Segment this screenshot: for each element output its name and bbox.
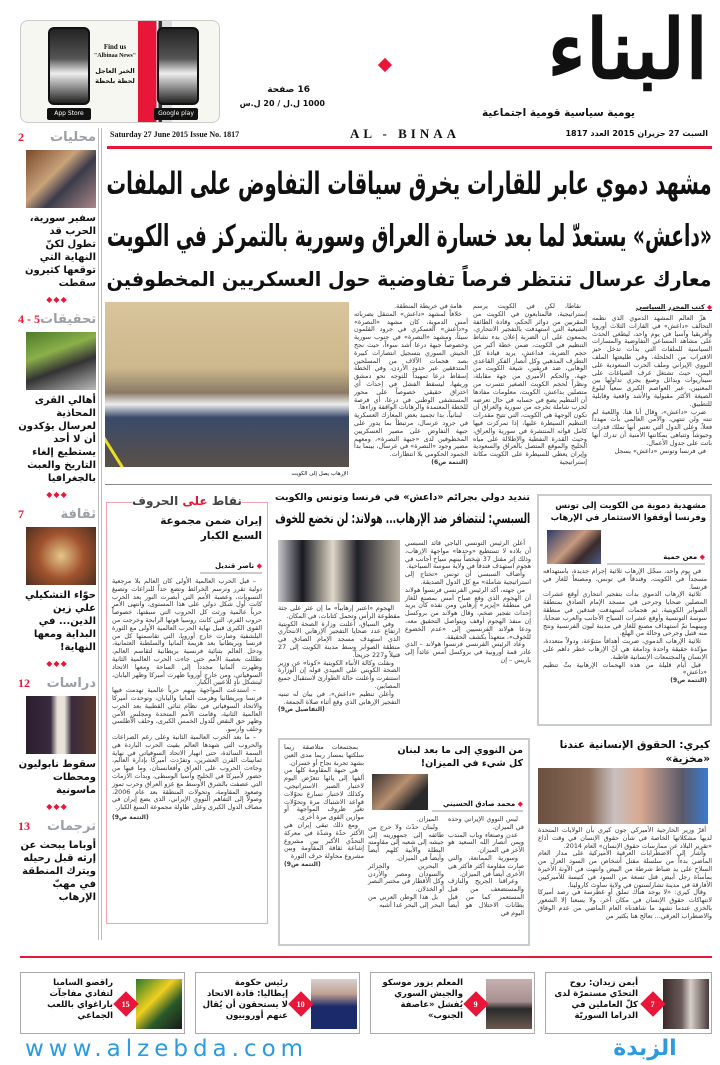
center-kicker[interactable]: تنديد دولي بجرائم «داعش» في فرنسا وتونس والكويت xyxy=(274,492,530,503)
watermark-url: www.alzebda.com xyxy=(25,1036,309,1062)
section-studies[interactable] xyxy=(18,674,96,692)
paragraph: هي جبهة المقاومة كلها من ألفها إلى يائها تتعرّض اليوم لاختبار الصبر الاستراتيجي، وكذلك لاختبار تسارع تحوّلات قواعد الاشتباك مرة وتحوّلات تغيّر ظروف المواجهة أو موازين القوى مرة أخرى. xyxy=(284,766,364,822)
lead-photo-caption: الإرهاب يصل إلى الكويت xyxy=(291,471,348,477)
continued-link[interactable]: (التتمة ص9) xyxy=(670,677,707,685)
column-body xyxy=(112,578,262,822)
lead-column-1 xyxy=(592,315,712,480)
section-translations[interactable] xyxy=(18,817,96,835)
header-rule xyxy=(107,146,712,149)
section-label: ثقافة xyxy=(60,506,96,522)
lower-column-right xyxy=(448,816,524,917)
teaser-zeidan[interactable] xyxy=(545,972,712,1034)
column-author: ◆ ناصر قنديل xyxy=(200,562,262,574)
paragraph: ضرب «داعش»، وقال أنا هنا، واللعبة لم تنته ولن تنتهي، والأمن العالمي بات مهدداً فعلاً، وعلى الدول التي تعتبر أنها تملك قدرات وجيوشاً وتتباهى بمكانتها الأمنية أن تدرك أنها باتت على جدول الأعمال. xyxy=(592,407,712,447)
sidebar-headline[interactable]: حوّاء التشكيلي علي زين الدين... في البداية ومعها النهاية! xyxy=(24,590,96,653)
watermark-logo: الزبدة xyxy=(613,1036,677,1061)
paragraph: ونقلت وكالة الأنباء الكويتية «كونا» عن وزير الصحة الكويتي علي العبيدي قوله إن الوزارة استنفرت وأعلنت حالة الطوارئ لاستقبال جميع المصابين. xyxy=(278,658,400,690)
section-culture[interactable] xyxy=(18,505,96,523)
kerry-photo xyxy=(538,768,708,824)
sidebar-headline[interactable]: أوباما يبحث عن إرثه قبل رحيله ويترك المنطقة في مهبّ الإرهاب xyxy=(20,840,96,903)
lead-column-2 xyxy=(473,303,587,480)
continued-link[interactable]: (التتمة ص9) xyxy=(284,860,321,868)
paragraph: بمجتمعات متلاصقة ربما سلكتها بمسار ربما مدى العين بشهد تجربة نجاح أو خسران. xyxy=(284,743,364,767)
paragraph: وأعلن تنظيم «داعش»، في بيان له تبنيه التفجير الإرهابي الذي وقع أثناء صلاة الجمعة. xyxy=(278,689,400,706)
footer-rule xyxy=(20,956,712,958)
paragraph: ثلاثية الإرهاب الدموي، ضربت أهدافاً متنوّعة، ودولاً متعددة، مؤكدة حقيقة واحدة ودامغة هي أنّ الإرهاب خطر داهم على الإنسان والمجتمعات الإنسانية قاطبة. xyxy=(543,637,707,661)
section-local[interactable] xyxy=(18,128,96,146)
police-tape xyxy=(105,423,176,467)
ad-line1: الخبر العاجل xyxy=(95,67,135,75)
teaser-headline: رئيس حكومة إيطاليا: قادة الاتحاد لا يستحقون أن يُقال عنهم أوروبيون xyxy=(202,978,288,1021)
paragraph: ومع ذلك تبقى إيران هي الأكثر حدّة وشدّة في معركة التحدّي الأكبر بين مشروع إشاعة ثقافة المقاومة وبين مشروع محاولة حرف الثورة xyxy=(284,820,364,861)
section-page: 13 xyxy=(18,818,30,833)
latin-name: AL - BINAA xyxy=(349,126,461,141)
center-column-mid-left xyxy=(278,605,400,714)
page-badge: 10 xyxy=(288,991,313,1016)
title-part: نقاط xyxy=(211,494,242,508)
lower-column-mid xyxy=(368,816,444,910)
paragraph: لبنانياً، بدا تجميد بعض المعارك العسكرية في جرود عرسال، مرتبطاً بما يدور على جبهة التفاوض على مصير العسكريين المخطوفين لدى «جبهة النصرة»، ومعهم مصير وجود «النصرة» في عرسال، بينما بدا الجمود الحكومي بلا انتظارات. xyxy=(354,411,468,459)
price: 1000 ل.ل / 20 ل.س xyxy=(239,99,325,108)
section-investigations[interactable] xyxy=(18,310,96,328)
date-arabic: السبت 27 حزيران 2015 العدد 1817 xyxy=(565,129,708,138)
sidebar-photo-ambassador xyxy=(26,150,96,208)
sidebar xyxy=(18,128,96,943)
paragraph: وأضاف السبسي أن تونس «تحتاج إلى استراتيجية شاملة» مع كل الدول الصديقة. xyxy=(405,570,531,586)
app-ad[interactable] xyxy=(20,20,220,123)
page-count: 16 صفحة xyxy=(267,85,310,95)
paragraph: – ما بعد الحرب العالمية الثانية وعلى رغم الصراعات والحروب التي شهدها العالم بقيت الحرب الباردة هي السمة السائدة، حتى انهيار الاتحاد السوفياتي في نهاية ثمانينات القرن العشرين، وتفرّدت أميركا بإدارة العالم، وجاءت الحروب على العراق وأفغانستان، وما فيها من حضور لأميركا في الخليج وآسيا الوسطى، وبدأت الأزمات التي عصفت بالشرق الأوسط مع غزو العراق وحرب تموز وصعود المقاومة، وتحولات المنطقة بعد عام 2006، وصولاً إلى التفاهم النووي الإيراني، الذي يضع إيران في مصاف الدول الكبرى وعلى طاولة مجموعة السبع الكبار. xyxy=(112,732,262,812)
right-box-headline[interactable]: مشهدية دموية من الكويت إلى تونس وفرنسا أوقفوا الاستثمار في الإرهاب xyxy=(550,501,706,523)
section-label: ترجمات xyxy=(47,818,96,834)
sidebar-headline[interactable]: سقوط نابوليون ومحطات ماسونية xyxy=(18,759,96,796)
paragraph: وقال كيري: «لا يوجد هناك تملق أو غطرسة في رصد أميركا لانتهاكات حقوق الإنسان في مكان آخر، ولا يسعنا إلا الشعور بالخزي عندما نشهد ما شاهدناه العام الماضي من عدم الوفاق والاضطراب العرقي... تعالج هنا بكثير من xyxy=(538,888,712,920)
section-divider xyxy=(105,484,712,485)
date-english: Saturday 27 June 2015 Issue No. 1817 xyxy=(110,130,240,139)
lead-column-3 xyxy=(354,303,468,480)
teaser-photo-renzi xyxy=(311,979,357,1029)
center-column-right xyxy=(405,540,531,665)
app-store-badge[interactable]: App Store xyxy=(47,108,91,120)
title-part: على xyxy=(182,494,208,508)
lead-headline-2[interactable]: «داعش» يستعدّ لما بعد خسارة العراق وسورية بالتمركز في الكويت xyxy=(106,219,712,254)
section-label: محليات xyxy=(50,129,96,145)
teaser-photo-tank xyxy=(486,979,532,1029)
ad-line2: لحظة بلحظة xyxy=(95,77,135,85)
section-label: دراسات xyxy=(46,675,96,691)
sidebar-photo-painting xyxy=(26,527,96,585)
app-name-text: "Albinaa News" xyxy=(93,53,137,59)
center-headline[interactable]: السبسي: لنتضافر ضد الإرهاب... هولاند: لن نخضع للخوف xyxy=(275,511,530,527)
lead-subheadline[interactable]: معارك عرسال تنتظر فرصاً تفاوضية حول العسكريين المخطوفين xyxy=(106,267,712,291)
paragraph: بل هذا الوطن العربي من البحر إلى البحر غدا أشبه xyxy=(368,892,444,909)
paragraph: قبل أيام قليلة من هذه الهجمات الإرهابية بثّ تنظيم «داعش» xyxy=(543,660,707,677)
lead-headline-1[interactable]: مشهد دموي عابر للقارات يخرق سياقات التفاوض على الملفات xyxy=(106,166,712,202)
paragraph: في يوم واحد، سجّل الإرهاب ثلاثية إجرام جديدة، باستهدافه مسجداً في الكويت، وفندقاً في تونس، ومصنعاً للغاز في فرنسا. xyxy=(543,567,707,591)
paragraph: – قبل الحرب العالمية الأولى كان العالم بلا مرجعية دولية تقرر وترسم الخرائط وتضع حداً للنزاعات وتصيغ التسويات، وعصبة الأمم التي أبصرت النور بعد الحرب كانت أول شكل دولي على هذا المستوى، وانتهى الأمر حرباً عالمية ورثت كل الحروب التي سبقتها، خصوصاً حروب القرم، التي كانت روسيا قوتها الرابحة وخرجت من القوى الكبرى قبيل نهاية الحرب العالمية الأولى مع الثورة البلشفية وصارت خارج أوروبا، التي تقاسمتها كل من فرنسا وبريطانيا بعد هزيمة ألمانيا والسلطنة العثمانية، ودخل العالم بثنائية فرنسية بريطانية لتقاسم العالم، تظللت بعصبة الأمم حتى جاءت الحرب العالمية الثانية وظهرت ألمانيا مجدداً إلى الساحة ومعها الاتحاد السوفياتي، ومن خارج أوروبا ظهرت أميركا وظهر اليابان، ليتشكل نادٍ للاعبين الكبار. xyxy=(112,577,262,687)
sidebar-headline[interactable]: سفير سورية، الحرب قد تطول لكنّ النهاية التي توقعها كثيرون سقطت xyxy=(24,213,96,289)
teaser-photo-zeidan xyxy=(663,979,709,1029)
column-title xyxy=(132,494,242,508)
teaser-headline: أيمن زيدان: روح التحدّي مستمرّة لدى كلّ العاملين في الدراما السوريّة xyxy=(554,978,638,1021)
paragraph: من جهته، أكد الرئيس الفرنسي فرنسوا هولاند أن الهجوم الذي وقع صباح أمس بمصنع للغاز في منطقة «إيزير» إرهابي ومن نفذه كان يريد إحداث تفجير ضخم، وقال هولاند من بروكسل إن منفذ الهجوم أوقف ويتواصل التحقيق معه، ودعا هولاند الفرنسيين إلى «عدم الخضوع للخوف»، متعهداً بكشف الحقيقة. xyxy=(405,585,531,641)
paragraph: أقرّ وزير الخارجية الأميركي جون كيري بأن الولايات المتحدة لديها مشكلاتها الخاصة في شأن حقوق الإنسان في وقت أذاع «تقرير البلاد عن ممارسات حقوق الإنسان» العام 2014. xyxy=(538,826,712,850)
continued-link[interactable]: (التفاصيل ص9) xyxy=(278,706,325,714)
kerry-headline[interactable]: كيري: الحقوق الإنسانية عندنا «مخزية» xyxy=(559,739,710,765)
paragraph: الهجوم «اعتبر إرهابياً» ما إن عثر على جثة مقطوعة الرأس وتحمل كتابات، في المكان. xyxy=(278,604,400,620)
teaser-samba[interactable] xyxy=(20,972,185,1034)
author-photo-maan-hamieh xyxy=(547,530,601,564)
page-badge: 15 xyxy=(113,991,138,1016)
phone-image xyxy=(157,27,199,105)
teaser-italy[interactable] xyxy=(195,972,360,1034)
lead-photo-kuwait-mosque xyxy=(105,302,349,467)
page-badge: 9 xyxy=(463,991,488,1016)
phone-image xyxy=(48,27,90,105)
page-badge: 7 xyxy=(640,991,665,1016)
teaser-headline: راقصو السامبا لتفادي مفاجآت باراغواي باللعب الجماعي xyxy=(47,978,113,1021)
paragraph: الميزان. xyxy=(416,815,438,823)
paragraph: نقاطاً، لكن في الكويت يرسم إستراتيجية، فالمتابعون في الكويت من المقربين من دوائر الحكم، وقادة الطائفة الشيعية التي استهدفت بالتفجير الانتحاري، يجمعون على أن الضربة إعلان بدء نشاط التنظيم في الكويت، ضمن خطة أكبر من حجم الضربة، فداعش، يريد قيادة كل التطرف المذهبي وكل أنصار الفكر القاعدي الوهابي، ضد فريقين، شيعة الكويت من جهة، والحكم الأميري من جهة مقابلة، ونظراً لحجم الكويت الصغير تتسرب من متصلين بداعش، الكويت، معلومات مفادها أن التنظيم يضع في حسابه في حال تعرضه لحرب شاملة تخرجه من سورية والعراق أن تكون الوجهة هي الكويت، التي تتيح مقدرات التنظيم السيطرة عليها، إذا تمركزت فيها كامل قواته المنتشرة في سورية والعراق، وحيث القدرة النفطية والإطلالة على مياه الخليج والموقع المتصل بالعراق والسعودية وإيران يعطي للسيطرة على الكويت مكانة إستراتيجية xyxy=(473,303,587,466)
paragraph: ثلاثية الإرهاب الدموي بدأت بتفجير انتحاري أوقع عشرات المصلين ضحايا وجرحى في مسجد الإمام الصادق بمنطقة الصوابر الكويتية، ثم هجمات استهدفت فندقين في منطقة سوسة التونسية وأوقع عشرات السياح الأجانب والعرب ضحايا، وبينهما تمّ استهداف مصنع للغاز في مدينة ليون الفرنسية ونتج منه قتيل وجرحى وحالة من الهلع. xyxy=(543,590,707,638)
teaser-moallem[interactable] xyxy=(370,972,535,1034)
newspaper-logo: البناء xyxy=(547,2,708,98)
sidebar-photo-villagers xyxy=(26,332,96,390)
paragraph: وعراقنا الجريح والنازف والمستضعف من قبل المستعمر كما من قبل بطانات الاحتلال هو أيضاً اليوم في xyxy=(448,877,524,917)
paragraph: – استدعت المواجهة بينهم حرباً عالمية تهدمت فيها فرنسا وبريطانيا وهزمت ألمانيا واليابان، وتوحدت أميركا والاتحاد السوفياتي في نظام ثنائي القطبية بعد الحرب العالمية الثانية، وقامت الأمم المتحدة ومجلس الأمن وظهر حق النقض للدول الخمس الكبرى، وحلف الأطلسي وحلف وارسو. xyxy=(112,686,262,734)
separator: ◆◆◆ xyxy=(46,802,68,811)
teaser-headline: المعلم يزور موسكو والجيش السوري يُفشل «عاصفة الجنوب» xyxy=(382,978,463,1021)
google-play-badge[interactable]: Google play xyxy=(154,108,198,120)
paragraph: ليس النووي الإيراني وحده في الميزان. xyxy=(448,815,524,831)
right-box-author: ◆ معن حمية xyxy=(607,553,705,565)
paragraph: في فرنسا وتونس «داعش» يسجل xyxy=(614,446,706,455)
author-photo-hosseini xyxy=(372,774,428,810)
section-page: 12 xyxy=(18,675,30,690)
lead-byline: ◆ كتب المحرر السياسي xyxy=(630,303,712,313)
section-label: تحقيقات xyxy=(40,311,97,327)
lower-box-headline[interactable]: من النووي إلى ما بعد لبنان كل شيء في الميزان! xyxy=(397,745,523,769)
sidebar-divider xyxy=(98,128,102,940)
tagline: يومية سياسية قومية اجتماعية xyxy=(481,107,635,119)
lower-column-left xyxy=(284,744,364,869)
paragraph: خلافاً لمشهد «داعش» المتنقل بضرباته أمس الدموية، كان مشهد «النصرة» و«داعش» العسكري في جرود القلمون سيئاً، ومشهد «النصرة» في جنوب سورية وخصوصاً جبهة درعا أشد سوءاً، حيث نجح الجيش السوري بتسجيل انتصارات كبيرة بصد هجمات الآلاف من المسلحين المتدفقين عبر حدود الأردن، وفي الخطة إسقاط درعا تمهيداً للتوجه نحو دمشق وريفها، ليسقط الفشل في إحداث أي اختراق حقيقي خصوصاً على محور المستشفى الوطني في درعا، أي فرصة للخطة المعتمدة والرهانات الواقفة وراءها. xyxy=(354,309,468,412)
continued-link[interactable]: (التتمة ص9) xyxy=(112,813,149,821)
kerry-body xyxy=(538,827,712,921)
paragraph: وأشار إلى الاضطرابات العرقية الأميركية على مدار العام الماضي بدءاً من سلسلة مقتل أشخاص من السود العزل من السلاح على يد ضباط شرطة من البيض وانتهت في الآونة الأخيرة بمأساة رجل أبيض قتل تسعة من السود في كنيسة للأميركيين الأفارقة في مدينة تشارلستون في ولاية ساوث كارولينا. xyxy=(538,849,712,889)
paragraph: هامة في خريطة المنطقة. xyxy=(394,303,462,310)
center-photo-suspect xyxy=(278,540,400,602)
section-page: 2 xyxy=(18,129,24,144)
paragraph: عدن وصنعاء وباب المندب ويمن أنصار الله السعيد هو الآخر في الميزان. xyxy=(448,830,524,855)
separator: ◆◆◆ xyxy=(46,490,68,499)
sidebar-headline[interactable]: أهالي القرى المحاذية لعرسال يؤكدون أن لا أحد يستطيع إلغاء التاريخ والعبث بالجغرافيا xyxy=(18,395,96,484)
sidebar-photo-napoleon xyxy=(26,696,96,754)
continued-link[interactable]: (التتمة ص6) xyxy=(431,458,468,466)
paragraph: وفي السياق، أعلنت وزارة الصحة الكويتية ارتفاع عدد ضحايا التفجير الإرهابي الانتحاري الذي استهدف مسجد الإمام الصادق في منطقة الصوابر وسط مدينة الكويت إلى 27 قتيلاً و227 جريحاً. xyxy=(278,619,400,659)
find-us-text: Find us xyxy=(103,43,127,51)
paragraph: البحرين والجزائر والسودان ومصر والأردن وكل الأقطار في مختبر النصر أو الخذلان. xyxy=(368,861,444,894)
paragraph: وعاد الرئيس الفرنسي فرنسوا هولاند – الذي غادر قمة أوروبية في بروكسل أمس عائداً إلى باريس – إن xyxy=(405,640,531,664)
separator: ◆◆◆ xyxy=(46,659,68,668)
lower-box-author: ◆ محمد صادق الحسيني xyxy=(432,800,523,812)
title-part: الحروف xyxy=(132,494,179,508)
column-headline[interactable]: إيران ضمن مجموعة السبع الكبار xyxy=(160,515,262,542)
separator: ◆◆◆ xyxy=(46,295,68,304)
paragraph: هزّ العالم المشهد الدموي الذي نظمه التحالف «داعش» في القارات الثلاث أوروبا وأفريقيا وآسيا في يوم واحد، ليطغى الحدث على مشاهد المساعي التفاوضية والمسارات السياسية للملفات التي بدأت تدخل حيز الاقتراب من الحلحلة، وفي طليعتها الملف النووي الإيراني وملف الحرب السعودية على اليمن، حيث تشتغل غرف الصياغات على سيناريوات وبدائل وصيغ يجري تداولها بين المعنيين، عبر العواصم الكبرى سعياً لبلوغ الصيغة الأكثر مقبولية والأشد واقعية وقابلية للتطبيق. xyxy=(592,315,712,408)
section-page: 4 - 5 xyxy=(18,311,40,326)
paragraph: أعلن الرئيس التونسي الباجي قائد السبسي أن بلاده لا تستطيع «وحدها» مواجهة الإرهاب، وذلك إثر مقتل 37 شخصاً بينهم سياح أجانب في هجوم استهدف فندقاً في ولاية سوسة السياحية. xyxy=(405,539,531,571)
paragraph: ولبنان حدّث ولا حرج من طائفه إلى جمهوريته إلى جيشه إلى شعبه إلى مقاومته البطلة والأبية كلهم أيضاً وأيضاً في الميزان. xyxy=(368,822,444,862)
teaser-photo-football xyxy=(136,979,182,1029)
paragraph: وسورية الممانعة، والتي صارت مقاومة أكثر فأكثر هي الأخرى أيضاً في الميزان. xyxy=(448,853,524,878)
section-page: 7 xyxy=(18,506,24,521)
right-box-body xyxy=(543,568,707,685)
